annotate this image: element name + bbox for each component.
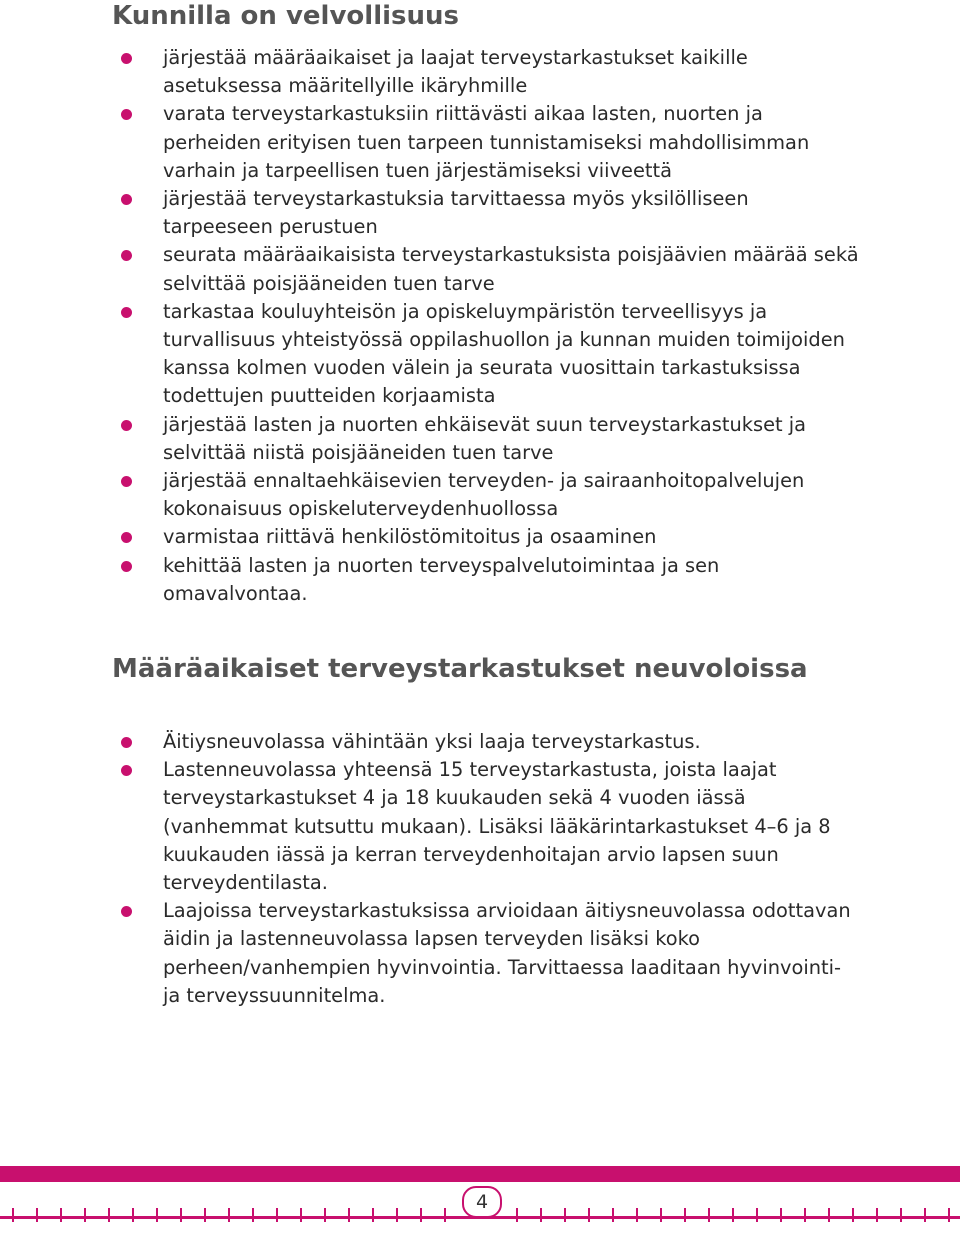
ruler-tick bbox=[324, 1208, 326, 1222]
list-item bbox=[0, 411, 960, 467]
ruler-tick bbox=[708, 1208, 710, 1222]
ruler-tick bbox=[828, 1208, 830, 1222]
ruler-tick bbox=[84, 1208, 86, 1222]
ruler-tick bbox=[444, 1208, 446, 1222]
ruler-tick bbox=[348, 1208, 350, 1222]
ruler-tick bbox=[204, 1208, 206, 1222]
list-item bbox=[0, 100, 960, 185]
ruler-tick bbox=[780, 1208, 782, 1222]
list-item-text: järjestää ennaltaehkäisevien terveyden- ja sairaanhoitopalvelujen kokonaisuus opiskeluterveydenhuollossa bbox=[163, 469, 805, 521]
list-item bbox=[0, 241, 960, 297]
ruler-tick bbox=[396, 1208, 398, 1222]
ruler-tick bbox=[300, 1208, 302, 1222]
ruler-tick bbox=[876, 1208, 878, 1222]
ruler-tick bbox=[228, 1208, 230, 1222]
list-item-text: Äitiysneuvolassa vähintään yksi laaja terveystarkastus. bbox=[163, 730, 701, 753]
ruler-tick bbox=[540, 1208, 542, 1222]
ruler-tick bbox=[900, 1208, 902, 1222]
ruler-tick bbox=[180, 1208, 182, 1222]
bullet-icon bbox=[121, 307, 132, 318]
list-item bbox=[0, 756, 960, 897]
list-item bbox=[0, 467, 960, 523]
page-number: 4 bbox=[462, 1186, 502, 1218]
ruler-tick bbox=[252, 1208, 254, 1222]
list-item bbox=[0, 897, 960, 1010]
obligations-list bbox=[0, 44, 960, 608]
ruler-tick bbox=[108, 1208, 110, 1222]
ruler-tick bbox=[420, 1208, 422, 1222]
list-item-text: järjestää määräaikaiset ja laajat terveystarkastukset kaikille asetuksessa määritellyille ikäryhmille bbox=[163, 46, 748, 98]
list-item-text: seurata määräaikaisista terveystarkastuksista poisjäävien määrää sekä selvittää poisjääneiden tuen tarve bbox=[163, 243, 859, 295]
section-title-obligations: Kunnilla on velvollisuus bbox=[112, 1, 459, 31]
ruler-tick bbox=[588, 1208, 590, 1222]
list-item-text: Lastenneuvolassa yhteensä 15 terveystarkastusta, joista laajat terveystarkastukset 4 ja 18 kuukauden sekä 4 vuoden iässä (vanhemmat kutsuttu mukaan). Lisäksi lääkärintarkastukset 4–6 ja 8 kuukauden iässä ja kerran terveydenhoitajan arvio lapsen suun terveydentilasta. bbox=[163, 758, 831, 895]
ruler-tick bbox=[804, 1208, 806, 1222]
bullet-icon bbox=[121, 737, 132, 748]
section-title-checkups: Määräaikaiset terveystarkastukset neuvoloissa bbox=[112, 654, 808, 684]
ruler-tick bbox=[756, 1208, 758, 1222]
bullet-icon bbox=[121, 194, 132, 205]
list-item-text: järjestää lasten ja nuorten ehkäisevät suun terveystarkastukset ja selvittää niistä poisjääneiden tuen tarve bbox=[163, 412, 807, 464]
list-item-text: Laajoissa terveystarkastuksissa arvioidaan äitiysneuvolassa odottavan äidin ja lastenneuvolassa lapsen terveyden lisäksi koko perheen/vanhempien hyvinvointia. Tarvittaessa laaditaan hyvinvointi- ja terveyssuunnitelma. bbox=[163, 899, 851, 1007]
ruler-tick bbox=[36, 1208, 38, 1222]
ruler-tick bbox=[276, 1208, 278, 1222]
bullet-icon bbox=[121, 561, 132, 572]
list-item bbox=[0, 552, 960, 608]
list-item bbox=[0, 523, 960, 551]
list-item-text: järjestää terveystarkastuksia tarvittaessa myös yksilölliseen tarpeeseen perustuen bbox=[163, 187, 749, 239]
bullet-icon bbox=[121, 532, 132, 543]
ruler-tick bbox=[516, 1208, 518, 1222]
ruler-tick bbox=[132, 1208, 134, 1222]
footer-color-bar bbox=[0, 1166, 960, 1182]
list-item-text: tarkastaa kouluyhteisön ja opiskeluympäristön terveellisyys ja turvallisuus yhteistyössä oppilashuollon ja kunnan muiden toimijoiden kanssa kolmen vuoden välein ja seurata vuosittain tarkastuksissa todettujen puutteiden korjaamista bbox=[163, 299, 845, 408]
ruler-tick bbox=[612, 1208, 614, 1222]
ruler-tick bbox=[564, 1208, 566, 1222]
ruler-tick bbox=[156, 1208, 158, 1222]
bullet-icon bbox=[121, 765, 132, 776]
ruler-tick bbox=[60, 1208, 62, 1222]
bullet-icon bbox=[121, 53, 132, 64]
list-item bbox=[0, 298, 960, 411]
list-item bbox=[0, 44, 960, 100]
list-item-text: varata terveystarkastuksiin riittävästi aikaa lasten, nuorten ja perheiden erityisen tuen tarpeen tunnistamiseksi mahdollisimman varhain ja tarpeellisen tuen järjestämiseksi viiveettä bbox=[163, 102, 810, 182]
bullet-icon bbox=[121, 906, 132, 917]
list-item bbox=[0, 185, 960, 241]
bullet-icon bbox=[121, 109, 132, 120]
ruler-tick bbox=[372, 1208, 374, 1222]
ruler-tick bbox=[852, 1208, 854, 1222]
list-item-text: varmistaa riittävä henkilöstömitoitus ja osaaminen bbox=[163, 525, 657, 549]
bullet-icon bbox=[121, 476, 132, 487]
bullet-icon bbox=[121, 420, 132, 431]
checkups-list bbox=[0, 728, 960, 1010]
ruler-tick bbox=[684, 1208, 686, 1222]
ruler-tick bbox=[948, 1208, 950, 1222]
ruler-tick bbox=[12, 1208, 14, 1222]
ruler-tick bbox=[660, 1208, 662, 1222]
ruler-tick bbox=[636, 1208, 638, 1222]
list-item-text: kehittää lasten ja nuorten terveyspalvelutoimintaa ja sen omavalvontaa. bbox=[163, 553, 720, 605]
ruler-tick bbox=[924, 1208, 926, 1222]
bullet-icon bbox=[121, 250, 132, 261]
ruler-tick bbox=[732, 1208, 734, 1222]
list-item bbox=[0, 728, 960, 756]
